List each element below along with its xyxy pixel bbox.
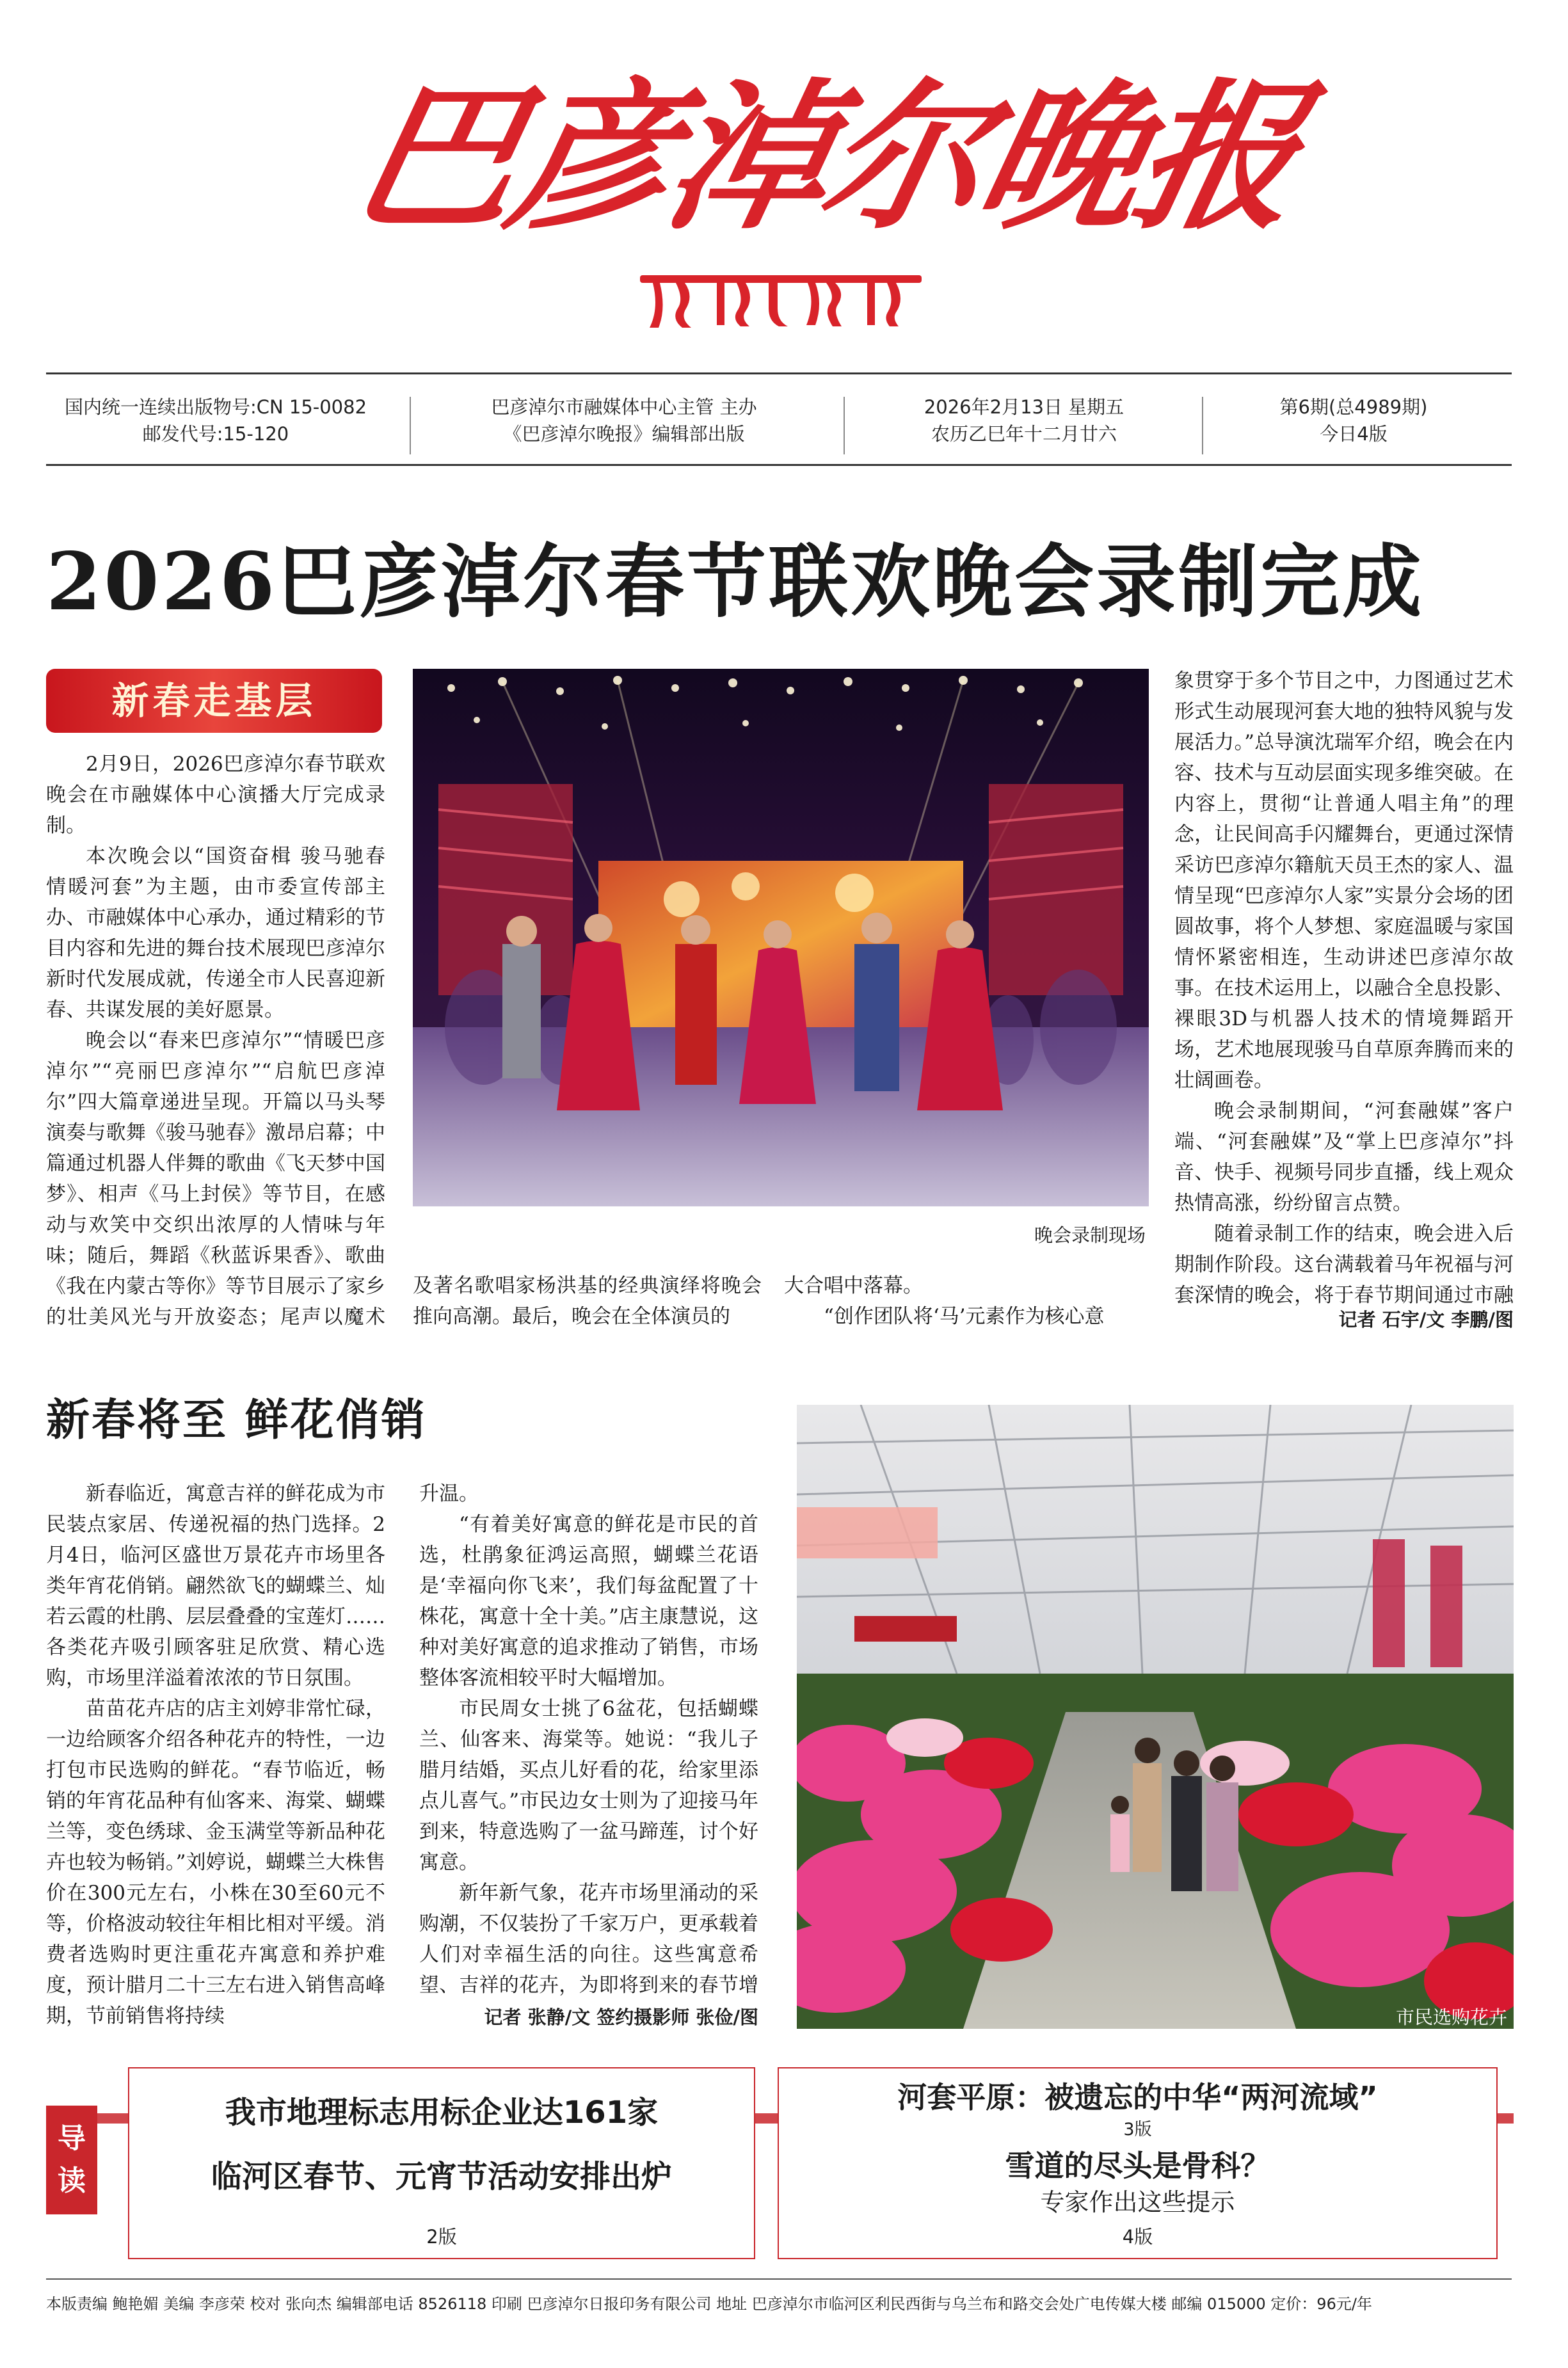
flower-paragraph: 升温。 xyxy=(419,1482,479,1505)
publisher-block xyxy=(429,394,819,458)
footer-rule xyxy=(46,2278,1512,2280)
guide-right-item-1-page: 3版 xyxy=(1123,2120,1152,2140)
lead-paragraph: “创作团队将‘马’元素作为核心意 xyxy=(824,1305,1105,1328)
mongolian-script-logo-icon xyxy=(640,269,922,333)
lead-paragraph: 大合唱中落幕。 xyxy=(784,1274,923,1297)
editorial-line: 《巴彦淖尔晚报》编辑部出版 xyxy=(503,423,745,445)
date-block xyxy=(858,394,1190,458)
guide-right-item-2[interactable]: 雪道的尽头是骨科？ xyxy=(1005,2148,1270,2183)
masthead-rule-top xyxy=(46,372,1512,374)
flower-paragraph: 市民周女士挑了6盆花，包括蝴蝶兰、仙客来、海棠等。她说：“我儿子腊月结婚，买点儿好看的花，给家里添点儿喜气。”市民边女士则为了迎接马年到来，特意选购了一盆马蹄莲，讨个好寓意。 xyxy=(419,1697,758,1874)
footer-credits: 本版责编 鲍艳媚 美编 李彦荣 校对 张向杰 编辑部电话 8526118 印刷 巴彦淖尔日报印务有限公司 地址 巴彦淖尔市临河区利民西街与乌兰布和路交会处广电传媒大楼 邮编 015000 定价：96元/年 xyxy=(46,2295,1372,2313)
flower-paragraph: 新年新气象，花卉市场里涌动的采购潮，不仅装扮了千家万户，更承载着人们对幸福生活的向往。这些寓意希望、吉祥的花卉，为即将到来的春节增 xyxy=(419,1882,758,1997)
page-count: 今日4版 xyxy=(1320,423,1388,445)
flower-column-1 xyxy=(46,1478,385,2035)
flower-photo-caption: 市民选购花卉 xyxy=(1395,2006,1507,2028)
lead-paragraph: 晚会以“春来巴彦淖尔”“情暖巴彦淖尔”“亮丽巴彦淖尔”“启航巴彦淖尔”四大篇章递进呈现。开篇以马头琴演奏与歌舞《骏马驰春》激昂启幕；中篇通过机器人伴舞的歌曲《飞天梦中国梦》、相声《马上封侯》等节目，在感动与欢笑中交织出浓厚的人情味与年味；随后，舞蹈《秋蓝诉果香》、歌曲《我在内蒙古等你》等节目展示了家乡的壮美风光与开放姿态；尾声以魔术 xyxy=(46,1029,385,1329)
guide-left-item-1[interactable]: 我市地理标志用标企业达161家 xyxy=(225,2095,659,2131)
lead-headline: 2026巴彦淖尔春节联欢晚会录制完成 xyxy=(46,536,1425,628)
gala-photo-caption: 晚会录制现场 xyxy=(1034,1224,1146,1246)
info-divider xyxy=(1202,397,1203,454)
info-divider xyxy=(844,397,845,454)
gala-stage-photo xyxy=(413,669,1149,1206)
publisher-line: 巴彦淖尔市融媒体中心主管 主办 xyxy=(491,396,757,418)
lead-paragraph: 及著名歌唱家杨洪基的经典演绎将晚会推向高潮。最后，晚会在全体演员的 xyxy=(413,1274,762,1328)
publication-number: 国内统一连续出版物号:CN 15-0082 xyxy=(64,396,367,418)
guide-right-item-1[interactable]: 河套平原：被遗忘的中华“两河流域” xyxy=(897,2080,1378,2115)
lead-paragraph: 2月9日，2026巴彦淖尔春节联欢晚会在市融媒体中心演播大厅完成录制。 xyxy=(46,753,385,837)
lead-column-4 xyxy=(1174,666,1514,1306)
masthead-title: 巴彦淖尔晚报 xyxy=(338,63,1316,251)
lead-byline: 记者 石宇/文 李鹏/图 xyxy=(1338,1309,1514,1331)
guide-label-box xyxy=(46,2106,97,2214)
lead-column-3 xyxy=(784,1270,1142,1332)
guide-left-page: 2版 xyxy=(426,2226,457,2248)
flower-headline: 新春将至 鲜花俏销 xyxy=(46,1395,427,1446)
lead-paragraph: 本次晚会以“国资奋楫 骏马驰春 情暖河套”为主题，由市委宣传部主办、市融媒体中心承办，通过精彩的节目内容和先进的舞台技术展现巴彦淖尔新时代发展成就，传递全市人民喜迎新春、共谋发展的美好愿景。 xyxy=(46,845,385,1021)
publication-number-block xyxy=(46,394,385,458)
postal-code: 邮发代号:15-120 xyxy=(142,423,289,445)
issue-number: 第6期(总4989期) xyxy=(1279,396,1428,418)
flower-paragraph: “有着美好寓意的鲜花是市民的首选，杜鹃象征鸿运高照，蝴蝶兰花语是‘幸福向你飞来’，我们每盆配置了十株花，寓意十全十美。”店主康慧说，这种对美好寓意的追求推动了销售，市场整体客流相较平时大幅增加。 xyxy=(419,1513,758,1690)
lead-column-1 xyxy=(46,749,385,1331)
issue-date: 2026年2月13日 星期五 xyxy=(924,396,1124,418)
flower-byline: 记者 张静/文 签约摄影师 张俭/图 xyxy=(484,2006,758,2028)
lead-paragraph: 晚会录制期间，“河套融媒”客户端、“河套融媒”及“掌上巴彦淖尔”抖音、快手、视频号同步直播，线上观众热情高涨，纷纷留言点赞。 xyxy=(1174,1100,1514,1215)
guide-left-item-2[interactable]: 临河区春节、元宵节活动安排出炉 xyxy=(211,2159,672,2195)
lead-paragraph: 象贯穿于多个节目之中，力图通过艺术形式生动展现河套大地的独特风貌与发展活力。”总导演沈瑞军介绍，晚会在内容、技术与互动层面实现多维突破。在内容上，贯彻“让普通人唱主角”的理念，让民间高手闪耀舞台，更通过深情采访巴彦淖尔籍航天员王杰的家人、温情呈现“巴彦淖尔人家”实景分会场的团圆故事，将个人梦想、家庭温暖与家国情怀紧密相连，生动讲述巴彦淖尔故事。在技术运用上，以融合全息投影、裸眼3D与机器人技术的情境舞蹈开场，艺术地展现骏马自草原奔腾而来的壮阔画卷。 xyxy=(1174,669,1514,1092)
issue-block xyxy=(1216,394,1491,458)
info-divider xyxy=(410,397,411,454)
flower-paragraph: 苗苗花卉店的店主刘婷非常忙碌，一边给顾客介绍各种花卉的特性，一边打包市民选购的鲜花。“春节临近，畅销的年宵花品种有仙客来、海棠、蝴蝶兰等，变色绣球、金玉满堂等新品种花卉也较为畅销。”刘婷说，蝴蝶兰大株售价在300元左右，小株在30至60元不等，价格波动较往年相比相对平缓。消费者选购时更注重花卉寓意和养护难度，预计腊月二十三左右进入销售高峰期，节前销售将持续 xyxy=(46,1697,385,2028)
flower-column-2 xyxy=(419,1478,758,2003)
guide-right-item-2-subtitle: 专家作出这些提示 xyxy=(1040,2188,1235,2216)
guide-label: 导读 xyxy=(58,2122,86,2197)
guide-right-item-2-page: 4版 xyxy=(1122,2226,1153,2248)
masthead-rule-bottom xyxy=(46,464,1512,466)
flower-paragraph: 新春临近，寓意吉祥的鲜花成为市民装点家居、传递祝福的热门选择。2月4日，临河区盛世万景花卉市场里各类年宵花俏销。翩然欲飞的蝴蝶兰、灿若云霞的杜鹃、层层叠叠的宝莲灯……各类花卉吸引顾客驻足欣赏、精心选购，市场里洋溢着浓浓的节日氛围。 xyxy=(46,1482,385,1690)
lead-column-2 xyxy=(413,1270,762,1332)
lead-paragraph: 随着录制工作的结束，晚会进入后期制作阶段。这台满载着马年祝福与河套深情的晚会，将于春节期间通过市融 xyxy=(1174,1222,1514,1306)
section-badge: 新春走基层 xyxy=(46,669,382,733)
lunar-date: 农历乙巳年十二月廿六 xyxy=(931,423,1117,445)
flower-market-photo xyxy=(797,1405,1514,2029)
